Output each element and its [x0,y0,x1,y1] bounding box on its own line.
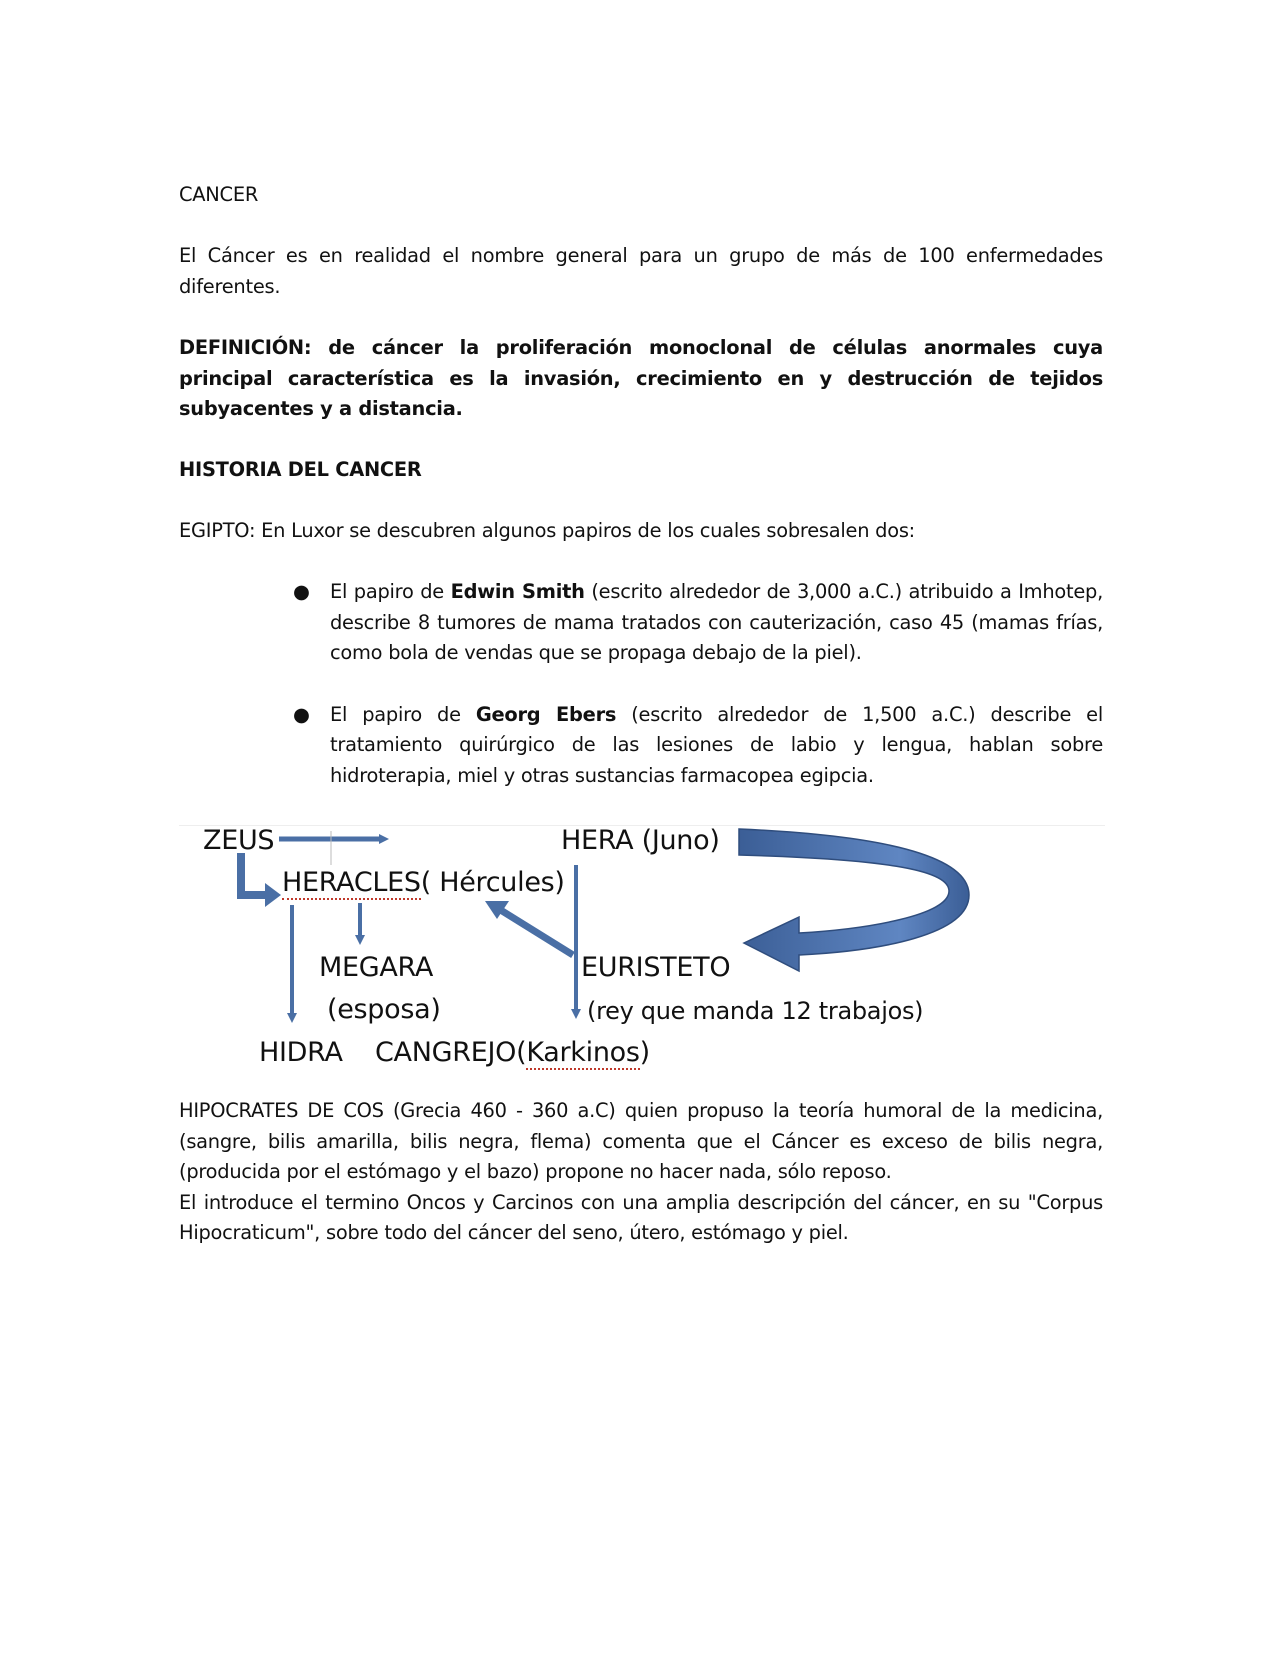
definition-paragraph: DEFINICIÓN: de cáncer la proliferación monoclonal de células anormales cuya principal característica es la invasión, crecimiento en y destrucción de tejidos subyacentes y a distancia. [179,336,1103,420]
list-item [293,700,1103,792]
mythology-diagram [179,825,1105,1085]
label-cangrejo-a: CANGREJO( [375,1037,527,1068]
label-megara: MEGARA [319,952,434,983]
arrow-zeus-heracles [241,853,267,895]
arrow-euristeto-heracles [499,909,573,955]
item-text: (escrito alrededor de 3,000 a.C.) atribuido a Imhotep, describe 8 tumores de mama tratados con cauterización, caso 45 (mamas frías, como bola de vendas que se propaga debajo de la piel). [330,580,1103,664]
history-heading: HISTORIA DEL CANCER [179,458,422,481]
label-cangrejo-b: Karkinos [526,1037,640,1068]
hipocrates-text-2: El introduce el termino Oncos y Carcinos con una amplia descripción del cáncer, en su "Corpus Hipocraticum", sobre todo del cáncer del seno, útero, estómago y piel. [179,1190,1103,1244]
intro-paragraph: El Cáncer es en realidad el nombre general para un grupo de más de 100 enfermedades diferentes. [179,244,1103,298]
item-name: Georg Ebers [475,702,617,726]
item-text: (escrito alrededor de 1,500 a.C.) describe el tratamiento quirúrgico de las lesiones de labio y lengua, hablan sobre hidroterapia, miel y otras sustancias farmacopea egipcia. [330,702,1103,787]
curved-arrow-hera-euristeto [739,829,969,971]
arrowhead [571,1009,581,1019]
label-heracles-alias: ( Hércules) [420,867,565,898]
label-heracles [282,867,565,898]
arrowhead [287,1013,297,1023]
label-cangrejo [375,1037,650,1068]
item-text: El papiro de [330,580,451,603]
list-item [293,577,1103,669]
hipocrates-paragraph [179,1096,1103,1249]
label-hera: HERA (Juno) [561,825,720,856]
label-esposa: (esposa) [327,994,441,1025]
arrowhead [379,834,389,844]
arrowhead [265,883,281,907]
label-heracles-name: HERACLES [282,867,421,898]
label-hidra: HIDRA [259,1037,343,1068]
arrowhead [355,935,365,945]
egypt-intro: EGIPTO: En Luxor se descubren algunos papiros de los cuales sobresalen dos: [179,519,915,542]
label-zeus: ZEUS [203,825,275,856]
bullet-icon: ● [293,580,310,603]
label-euristeto: EURISTETO [581,952,731,983]
bullet-icon: ● [293,702,310,726]
doc-title: CANCER [179,183,259,206]
papyri-list [293,577,1103,791]
hipocrates-text-1: HIPOCRATES DE COS (Grecia 460 - 360 a.C) quien propuso la teoría humoral de la medicina, (sangre, bilis amarilla, bilis negra, flema) comenta que el Cáncer es exceso de bilis negra, (producida por el estómago y el bazo) propone no hacer nada, sólo reposo. [179,1099,1103,1183]
label-rey: (rey que manda 12 trabajos) [587,997,924,1025]
label-cangrejo-c: ) [639,1037,650,1068]
item-name: Edwin Smith [450,580,585,603]
item-text: El papiro de [330,702,476,726]
